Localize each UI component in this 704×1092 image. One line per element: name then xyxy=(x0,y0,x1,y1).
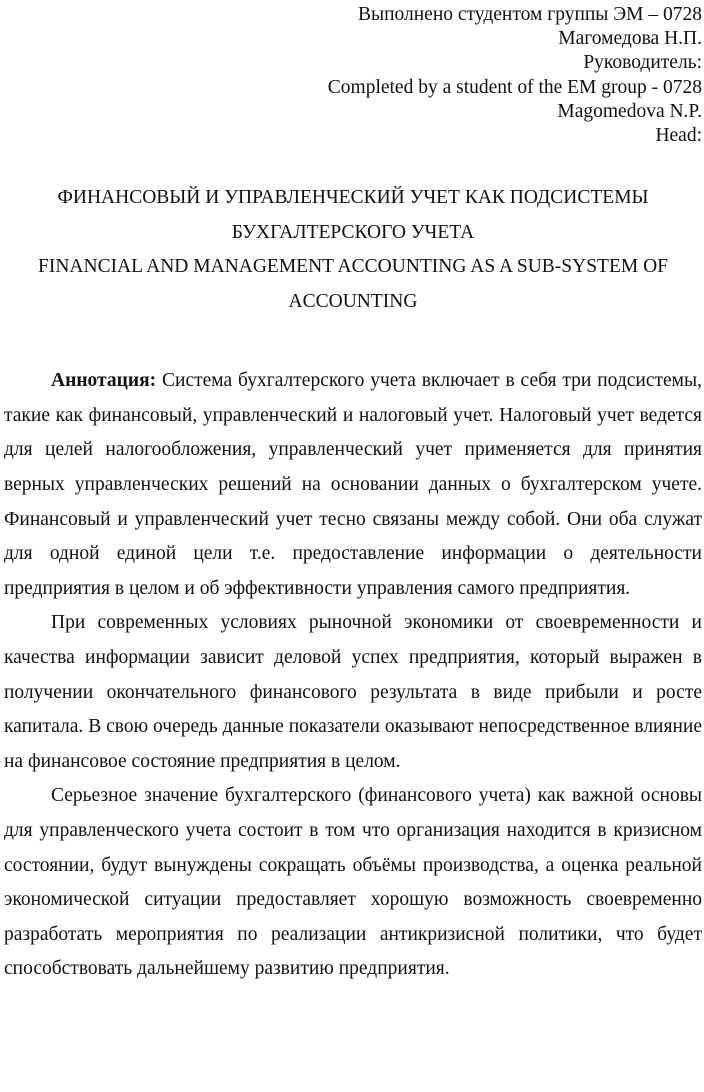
document-page xyxy=(4,0,702,987)
abstract-text: Система бухгалтерского учета включает в себя три подсистемы, такие как финансовый, управленческий и налоговый учет. Налоговый учет ведется для целей налогообложения, управленческий учет применяется для принятия верных управленческих решений на основании данных о бухгалтерском учете. Финансовый и управленческий учет тесно связаны между собой. Они оба служат для одной единой цели т.е. предоставление информации о деятельности предприятия в целом и об эффективности управления самого предприятия. xyxy=(4,370,702,599)
title-line-en-1: FINANCIAL AND MANAGEMENT ACCOUNTING AS A SUB-SYSTEM OF xyxy=(37,256,669,278)
author-line-en-name: Magomedova N.P. xyxy=(557,100,702,122)
title-line-en-2: ACCOUNTING xyxy=(288,290,418,312)
body-paragraph-1: При современных условиях рыночной экономики от своевременности и качества информации зависит деловой успех предприятия, который выражен в получении окончательного финансового результата в виде прибыли и росте капитала. В свою очередь данные показатели оказывают непосредственное влияние на финансовое состояние предприятия в целом. xyxy=(4,612,702,772)
body-text xyxy=(4,364,702,987)
title-line-ru-1: ФИНАНСОВЫЙ И УПРАВЛЕНЧЕСКИЙ УЧЕТ КАК ПОДСИСТЕМЫ xyxy=(57,187,649,209)
author-block xyxy=(4,3,702,148)
author-line-ru-group: Выполнено студентом группы ЭМ – 0728 xyxy=(357,4,702,25)
paper-title xyxy=(4,181,702,319)
title-line-ru-2: БУХГАЛТЕРСКОГО УЧЕТА xyxy=(231,221,475,243)
abstract-paragraph xyxy=(4,364,702,606)
author-line-en-head: Head: xyxy=(655,125,702,147)
author-line-ru-head: Руководитель: xyxy=(583,52,702,74)
author-line-en-group: Completed by a student of the EM group - 0728 xyxy=(327,76,702,98)
abstract-label: Аннотация: xyxy=(51,370,157,392)
author-line-ru-name: Магомедова Н.П. xyxy=(558,28,702,50)
body-paragraph-2: Серьезное значение бухгалтерского (финансового учета) как важной основы для управленческого учета состоит в том что организация находится в кризисном состоянии, будут вынуждены сокращать объёмы производства, а оценка реальной экономической ситуации предоставляет хорошую возможность своевременно разработать мероприятия по реализации антикризисной политики, что будет способствовать дальнейшему развитию предприятия. xyxy=(4,785,702,980)
